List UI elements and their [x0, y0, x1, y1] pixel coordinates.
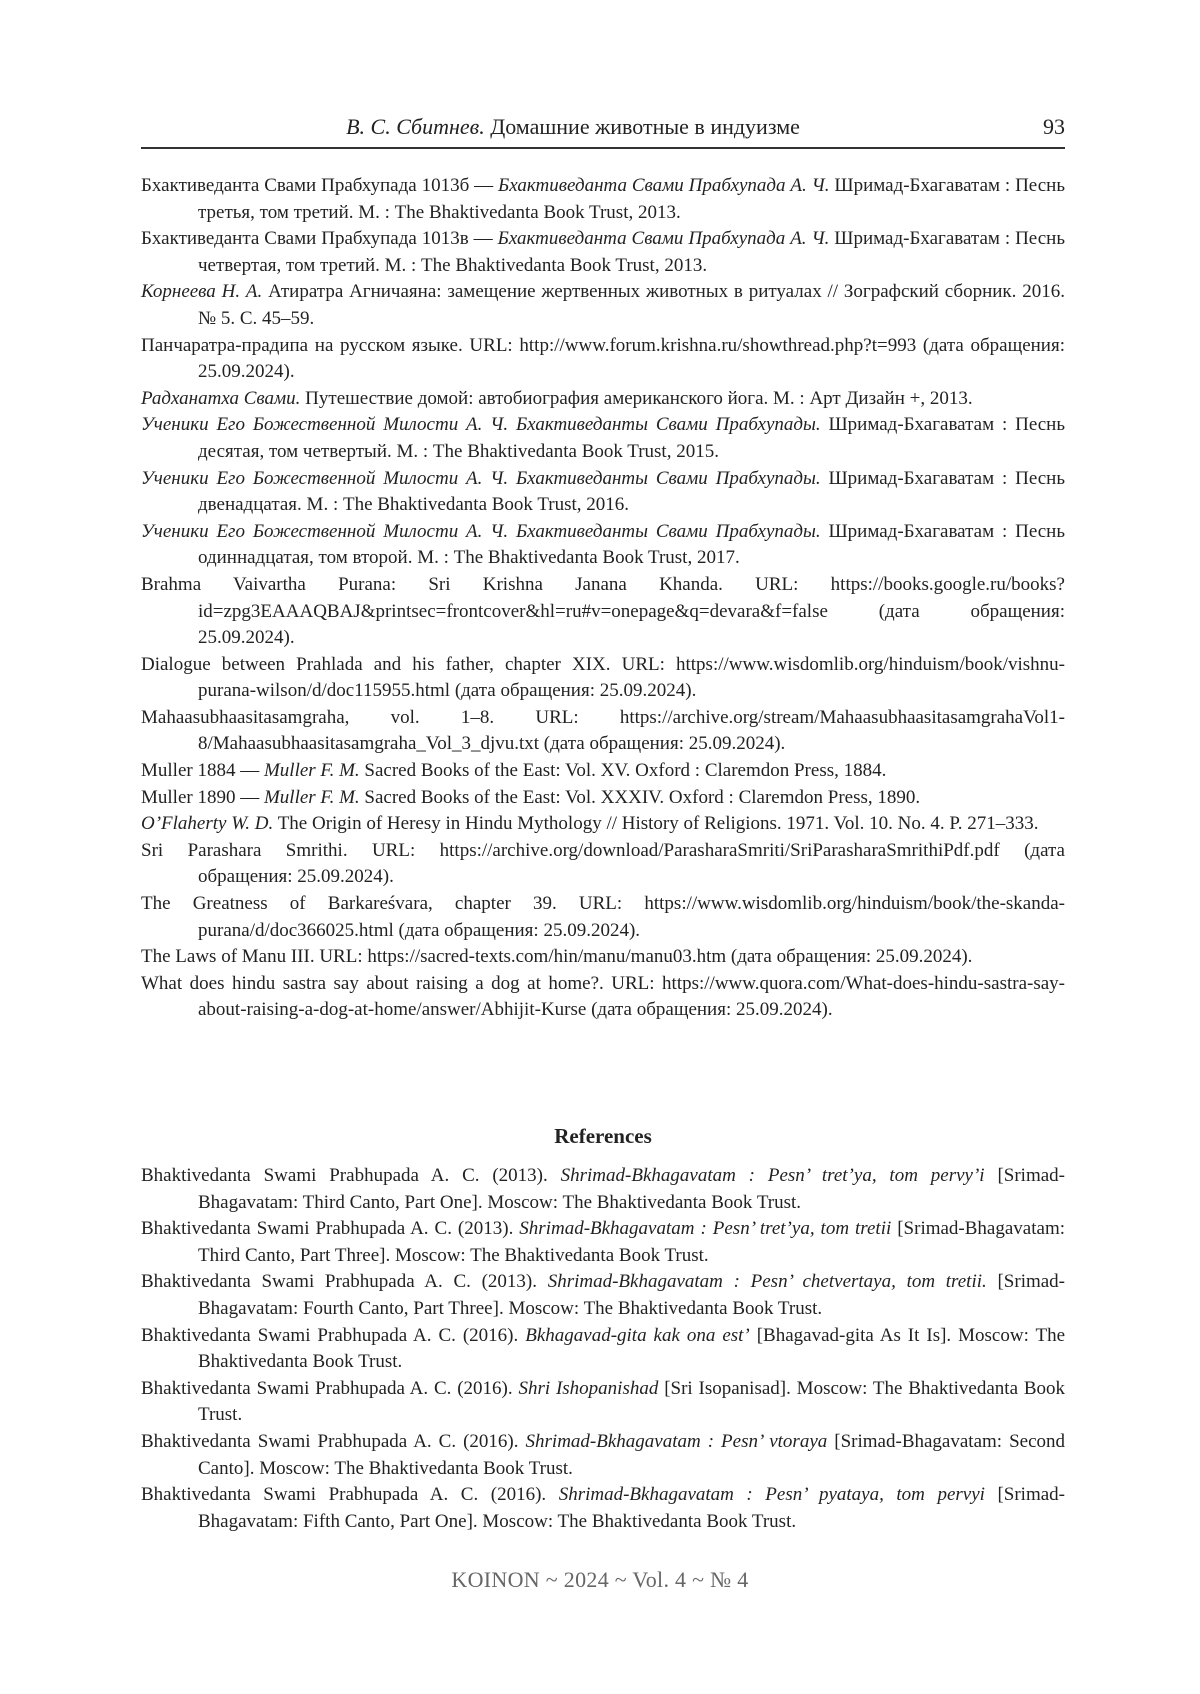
entry-italic-text: Shri Ishopanishad	[518, 1377, 659, 1399]
bibliography-entry	[141, 758, 1065, 785]
header-author: В. С. Сбитнев.	[346, 114, 485, 139]
entry-text: The Laws of Manu III. URL: https://sacred-texts.com/hin/manu/manu03.htm (дата обращения: 25.09.2024).	[141, 946, 973, 968]
bibliography-entry	[141, 785, 1065, 812]
reference-entry	[141, 1323, 1065, 1376]
bibliography-entry	[141, 838, 1065, 891]
bibliography-entry	[141, 891, 1065, 944]
entry-italic-text: Ученики Его Божественной Милости А. Ч. Бхактиведанты Свами Прабхупады.	[141, 520, 821, 542]
entry-text: Bhaktivedanta Swami Prabhupada A. C. (2013).	[141, 1218, 520, 1240]
references-heading: References	[554, 1124, 652, 1148]
entry-text: Bhaktivedanta Swami Prabhupada A. C. (2013).	[141, 1271, 548, 1293]
bibliography-entry	[141, 971, 1065, 1024]
bibliography-entry	[141, 944, 1065, 971]
entry-text: Sri Parashara Smrithi. URL: https://archive.org/download/ParasharaSmriti/SriParasharaSmrithiPdf.pdf (дата обращения: 25.09.2024).	[141, 839, 1065, 888]
bibliography-entry	[141, 173, 1065, 226]
entry-text: [Srimad-Bhagavatam: Fourth Canto, Part Three]. Moscow: The Bhaktivedanta Book Trust.	[198, 1271, 1066, 1319]
entry-italic-text: Muller F. M.	[263, 760, 360, 782]
entry-text: Bhaktivedanta Swami Prabhupada A. C. (2013).	[141, 1165, 561, 1186]
entry-italic-text: O’Flaherty W. D.	[141, 813, 274, 835]
entry-italic-text: Shrimad-Bkhagavatam : Pesn’ pyataya, tom pervyi	[558, 1484, 985, 1506]
reference-entry	[141, 1376, 1065, 1429]
reference-entry	[141, 1269, 1065, 1322]
entry-text: Шримад-Бхагаватам : Песнь третья, том третий. М. : The Bhaktivedanta Book Trust, 2013.	[198, 175, 1065, 223]
entry-text: Bhaktivedanta Swami Prabhupada A. C. (2016).	[141, 1484, 559, 1506]
entry-text: Bhaktivedanta Swami Prabhupada A. C. (2016).	[141, 1430, 526, 1452]
entry-text: The Greatness of Barkareśvara, chapter 39. URL: https://www.wisdomlib.org/hinduism/book/the-skanda-purana/d/doc366025.html (дата обращения: 25.09.2024).	[141, 893, 1065, 941]
bibliography-entry	[141, 811, 1065, 838]
entry-text: [Srimad-Bhagavatam: Second Canto]. Moscow: The Bhaktivedanta Book Trust.	[198, 1430, 1065, 1479]
entry-text: Bhaktivedanta Swami Prabhupada A. C. (2016).	[141, 1324, 526, 1346]
entry-text: Шримад-Бхагаватам : Песнь двенадцатая. М. : The Bhaktivedanta Book Trust, 2016.	[198, 467, 1065, 516]
reference-entry	[141, 1429, 1065, 1482]
bibliography-entry	[141, 333, 1065, 386]
entry-text: The Origin of Heresy in Hindu Mythology // History of Religions. 1971. Vol. 10. No. 4. P. 271–333.	[273, 813, 1039, 835]
bibliography-entry	[141, 279, 1065, 332]
entry-text: Атиратра Агничаяна: замещение жертвенных животных в ритуалах // Зографский сборник. 2016. № 5. С. 45–59.	[198, 281, 1065, 329]
entry-italic-text: Shrimad-Bkhagavatam : Pesn’ vtoraya	[525, 1430, 828, 1452]
entry-text: Sacred Books of the East: Vol. XV. Oxford : Claremdon Press, 1884.	[359, 760, 887, 782]
bibliography-entry	[141, 226, 1065, 279]
running-header	[141, 114, 1065, 150]
entry-text: Бхактиведанта Свами Прабхупада 1013в —	[141, 228, 498, 250]
reference-entry	[141, 1482, 1065, 1535]
entry-italic-text: Shrimad-Bkhagavatam : Pesn’ tret’ya, tom tretii	[519, 1218, 892, 1240]
entry-text: Mahaasubhaasitasamgraha, vol. 1–8. URL: https://archive.org/stream/MahaasubhaasitasamgrahaVol1-8/Mahaasubhaasitasamgraha_Vol_3_djvu.txt (дата обращения: 25.09.2024).	[141, 706, 1065, 755]
entry-text: Путешествие домой: автобиография американского йога. М. : Арт Дизайн +, 2013.	[300, 387, 973, 409]
entry-text: Brahma Vaivartha Purana: Sri Krishna Janana Khanda. URL: https://books.google.ru/books?id=zpg3EAAAQBAJ&printsec=frontcover&hl=ru#v=onepage&q=devara&f=false (дата обращения: 25.09.2024).	[141, 573, 1065, 649]
bibliography-entry	[141, 412, 1065, 465]
entry-text: [Bhagavad-gita As It Is]. Moscow: The Bhaktivedanta Book Trust.	[198, 1324, 1065, 1373]
bibliography-entry	[141, 519, 1065, 572]
header-rule	[141, 147, 1065, 149]
entry-text: [Srimad-Bhagavatam: Third Canto, Part One]. Moscow: The Bhaktivedanta Book Trust.	[198, 1165, 1065, 1213]
entry-text: Dialogue between Prahlada and his father, chapter XIX. URL: https://www.wisdomlib.org/hinduism/book/vishnu-purana-wilson/d/doc115955.html (дата обращения: 25.09.2024).	[141, 653, 1065, 702]
entry-italic-text: Корнеева Н. А.	[141, 281, 263, 303]
reference-entry	[141, 1216, 1065, 1269]
page-number: 93	[1043, 114, 1065, 139]
entry-text: Bhaktivedanta Swami Prabhupada A. C. (2016).	[141, 1377, 519, 1399]
bibliography-entry	[141, 466, 1065, 519]
entry-text: What does hindu sastra say about raising a dog at home?. URL: https://www.quora.com/What-does-hindu-sastra-say-about-raising-a-dog-at-home/answer/Abhijit-Kurse (дата обращения: 25.09.2024).	[141, 972, 1065, 1021]
header-article-title: Домашние животные в индуизме	[490, 114, 800, 139]
entry-text: Шримад-Бхагаватам : Песнь четвертая, том третий. М. : The Bhaktivedanta Book Trust, 2013.	[198, 228, 1065, 276]
entry-italic-text: Muller F. M.	[263, 786, 360, 808]
entry-text: [Sri Isopanisad]. Moscow: The Bhaktivedanta Book Trust.	[198, 1377, 1066, 1426]
entry-text: Muller 1884 —	[141, 760, 264, 782]
references-list	[141, 1163, 1065, 1535]
entry-italic-text: Shrimad-Bkhagavatam : Pesn’ chetvertaya, tom tretii.	[547, 1271, 987, 1293]
entry-italic-text: Ученики Его Божественной Милости А. Ч. Бхактиведанты Свами Прабхупады.	[141, 414, 821, 436]
entry-text: Бхактиведанта Свами Прабхупада 1013б —	[141, 175, 499, 196]
bibliography-list	[141, 173, 1065, 1024]
journal-footer: KOINON ~ 2024 ~ Vol. 4 ~ № 4	[451, 1567, 749, 1592]
entry-italic-text: Бхактиведанта Свами Прабхупада А. Ч.	[497, 228, 830, 250]
entry-italic-text: Bkhagavad-gita kak ona est’	[525, 1324, 750, 1346]
bibliography-entry	[141, 572, 1065, 652]
entry-italic-text: Радханатха Свами.	[141, 387, 301, 409]
entry-text: [Srimad-Bhagavatam: Fifth Canto, Part One]. Moscow: The Bhaktivedanta Book Trust.	[198, 1484, 1065, 1532]
entry-text: Sacred Books of the East: Vol. XXXIV. Oxford : Claremdon Press, 1890.	[359, 786, 921, 808]
bibliography-entry	[141, 386, 1065, 413]
bibliography-entry	[141, 652, 1065, 705]
reference-entry	[141, 1163, 1065, 1216]
entry-italic-text: Ученики Его Божественной Милости А. Ч. Бхактиведанты Свами Прабхупады.	[141, 467, 821, 489]
entry-italic-text: Shrimad-Bkhagavatam : Pesn’ tret’ya, tom pervy’i	[560, 1165, 985, 1186]
entry-text: Шримад-Бхагаватам : Песнь десятая, том четвертый. М. : The Bhaktivedanta Book Trust, 2015.	[198, 414, 1065, 462]
entry-text: [Srimad-Bhagavatam: Third Canto, Part Three]. Moscow: The Bhaktivedanta Book Trust.	[198, 1218, 1066, 1266]
entry-italic-text: Бхактиведанта Свами Прабхупада А. Ч.	[498, 175, 830, 196]
entry-text: Панчаратра-прадипа на русском языке. URL: http://www.forum.krishna.ru/showthread.php?t=993 (дата обращения: 25.09.2024).	[141, 334, 1065, 383]
bibliography-entry	[141, 705, 1065, 758]
entry-text: Muller 1890 —	[141, 786, 264, 808]
entry-text: Шримад-Бхагаватам : Песнь одиннадцатая, том второй. М. : The Bhaktivedanta Book Trust, 2017.	[198, 520, 1065, 569]
running-title	[141, 114, 1005, 140]
